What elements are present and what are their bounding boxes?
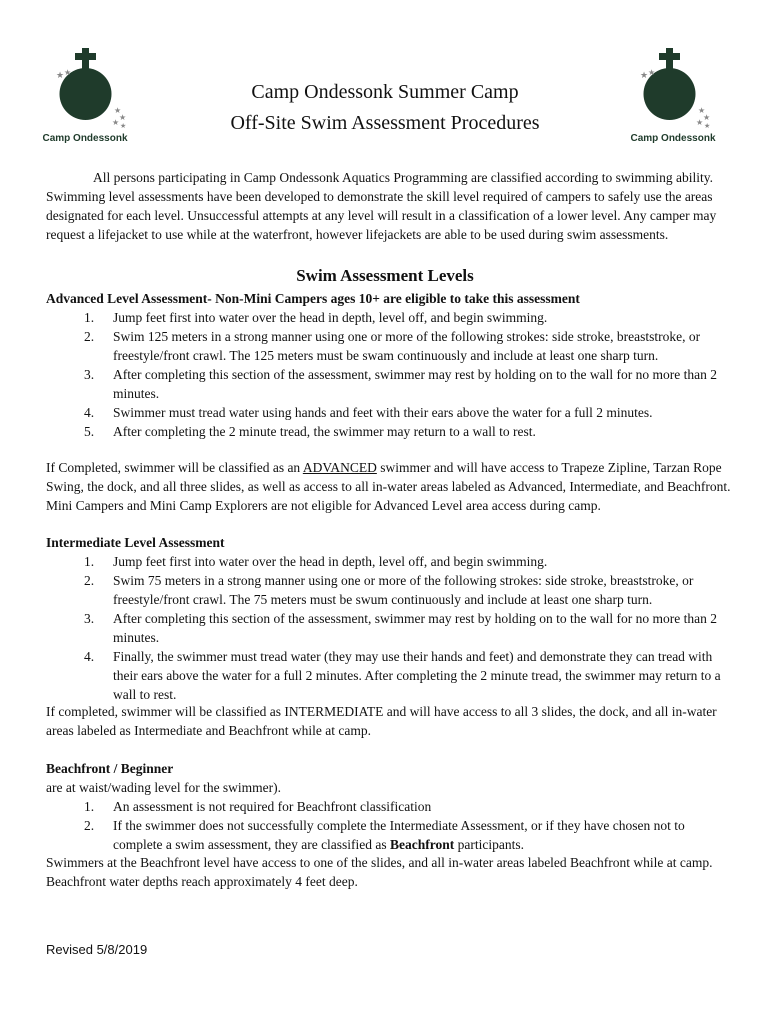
svg-text:★: ★ bbox=[704, 122, 711, 130]
intro-paragraph: All persons participating in Camp Ondessonk Aquatics Programming are classified according to swimming ability. Swimming level assessments have been developed to demonstrate the skill level required of campers to safely use the areas designated for each level. Unsuccessful attempts at any level will result in a classification of a lower level. Any camper may request a lifejacket to use while at the waterfront, however lifejackets are able to be used during swim assessments. bbox=[46, 170, 717, 242]
advanced-steps bbox=[46, 308, 736, 441]
svg-text:★: ★ bbox=[114, 106, 122, 115]
beachfront-steps bbox=[46, 797, 736, 854]
list-item: 2. Swim 75 meters in a strong manner using one or more of the following strokes: side stroke, breaststroke, or freestyle/front crawl. The 75 meters must be swum continuously and include at least one sharp turn. bbox=[84, 573, 694, 607]
list-item: 3. After completing this section of the assessment, swimmer may rest by holding on to the wall for no more than 2 minutes. bbox=[84, 367, 718, 401]
svg-text:★: ★ bbox=[698, 106, 706, 115]
intermediate-heading: Intermediate Level Assessment bbox=[46, 535, 225, 550]
beachfront-heading: Beachfront / Beginner bbox=[46, 761, 174, 776]
svg-text:★: ★ bbox=[112, 118, 120, 127]
beachfront-result: Swimmers at the Beachfront level have access to one of the slides, and all in-water areas labeled Beachfront while at camp. Beachfront water depths reach approximately 4 feet deep. bbox=[46, 855, 713, 889]
document-title: Camp Ondessonk Summer Camp bbox=[251, 81, 519, 103]
list-item: 4. Swimmer must tread water using hands and feet with their ears above the water for a full 2 minutes. bbox=[84, 405, 653, 420]
svg-text:★: ★ bbox=[120, 122, 127, 130]
beachfront-subtext: are at waist/wading level for the swimmer). bbox=[46, 780, 282, 795]
svg-text:Camp Ondessonk: Camp Ondessonk bbox=[42, 133, 128, 144]
advanced-heading: Advanced Level Assessment- Non-Mini Campers ages 10+ are eligible to take this assessment bbox=[46, 291, 580, 306]
svg-text:★: ★ bbox=[56, 70, 65, 80]
intermediate-result: If completed, swimmer will be classified as INTERMEDIATE and will have access to all 3 slides, the dock, and all in-water areas labeled as Intermediate and Beachfront while at camp. bbox=[46, 704, 717, 738]
section-heading: Swim Assessment Levels bbox=[296, 266, 474, 285]
list-item: 1. Jump feet first into water over the head in depth, level off, and begin swimming. bbox=[84, 310, 548, 325]
list-item: 4. Finally, the swimmer must tread water (they may use their hands and feet) and demonstrate they can tread with their ears above the water for a full 2 minutes. After completing the 2 minute tread, the swimmer may return to a wall to rest. bbox=[84, 649, 721, 702]
svg-text:★: ★ bbox=[648, 68, 656, 77]
list-item: 1. Jump feet first into water over the head in depth, level off, and begin swimming. bbox=[84, 554, 548, 569]
list-item: 5. After completing the 2 minute tread, the swimmer may return to a wall to rest. bbox=[84, 424, 536, 439]
intermediate-steps bbox=[46, 552, 736, 704]
svg-text:★: ★ bbox=[703, 113, 711, 122]
document-subtitle: Off-Site Swim Assessment Procedures bbox=[230, 112, 540, 134]
svg-text:Camp Ondessonk: Camp Ondessonk bbox=[630, 133, 716, 144]
svg-text:★: ★ bbox=[696, 118, 704, 127]
list-item: 1. An assessment is not required for Beachfront classification bbox=[84, 799, 432, 814]
advanced-result: If Completed, swimmer will be classified as an ADVANCED swimmer and will have access to Trapeze Zipline, Tarzan Rope Swing, the dock, and all three slides, as well as access to all in-water areas labeled as Advanced, Intermediate, and Beachfront. Mini Campers and Mini Camp Explorers are not eligible for Advanced Level area access during camp. bbox=[46, 460, 731, 513]
svg-text:★: ★ bbox=[119, 113, 127, 122]
list-item: 2. If the swimmer does not successfully complete the Intermediate Assessment, or if they have chosen not to complete a swim assessment, they are classified as Beachfront participants. bbox=[84, 818, 685, 852]
advanced-level-label: ADVANCED bbox=[302, 460, 377, 475]
revised-date: Revised 5/8/2019 bbox=[46, 942, 148, 957]
list-item: 3. After completing this section of the assessment, swimmer may rest by holding on to the wall for no more than 2 minutes. bbox=[84, 611, 718, 645]
list-item: 2. Swim 125 meters in a strong manner using one or more of the following strokes: side stroke, breaststroke, or freestyle/front crawl. The 125 meters must be swam continuously and include at least one sharp turn. bbox=[84, 329, 701, 363]
svg-text:★: ★ bbox=[64, 68, 72, 77]
svg-text:★: ★ bbox=[640, 70, 649, 80]
